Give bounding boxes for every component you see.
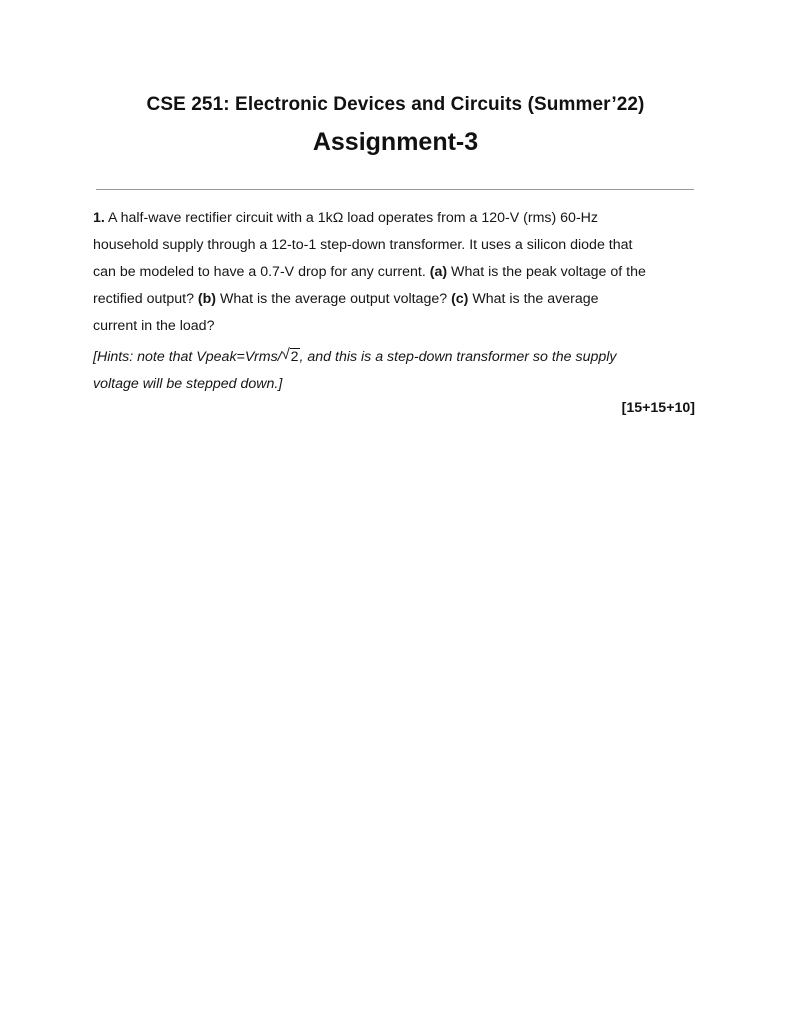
- sqrt-symbol: [282, 344, 300, 371]
- course-title: CSE 251: Electronic Devices and Circuits (Summer’22): [146, 94, 645, 115]
- hint-text: [93, 344, 703, 398]
- question-line-4: rectified output? (b) What is the average output voltage? (c) What is the average: [93, 291, 599, 307]
- question-line-2: household supply through a 12-to-1 step-down transformer. It uses a silicon diode that: [93, 237, 633, 253]
- part-a-label: (a): [429, 264, 448, 280]
- part-c-label: (c): [451, 291, 469, 307]
- question-number: 1.: [93, 210, 105, 226]
- marks-distribution: [15+15+10]: [621, 400, 695, 416]
- radical-sign: √: [281, 346, 290, 363]
- question-line-3: can be modeled to have a 0.7-V drop for any current. (a) What is the peak voltage of the: [93, 264, 646, 280]
- hint-line-1: [Hints: note that Vpeak=Vrms/ √ 2, and this is a step-down transformer so the supply: [93, 344, 703, 371]
- radicand: 2: [290, 349, 299, 365]
- assignment-title: Assignment-3: [312, 128, 479, 156]
- part-b-label: (b): [197, 291, 217, 307]
- horizontal-divider: [96, 189, 694, 190]
- question-1: [93, 205, 703, 340]
- question-line-5: current in the load?: [93, 318, 215, 334]
- hint-line-2: voltage will be stepped down.]: [93, 376, 283, 392]
- question-line-1: 1. A half-wave rectifier circuit with a 1kΩ load operates from a 120-V (rms) 60-Hz: [93, 210, 599, 226]
